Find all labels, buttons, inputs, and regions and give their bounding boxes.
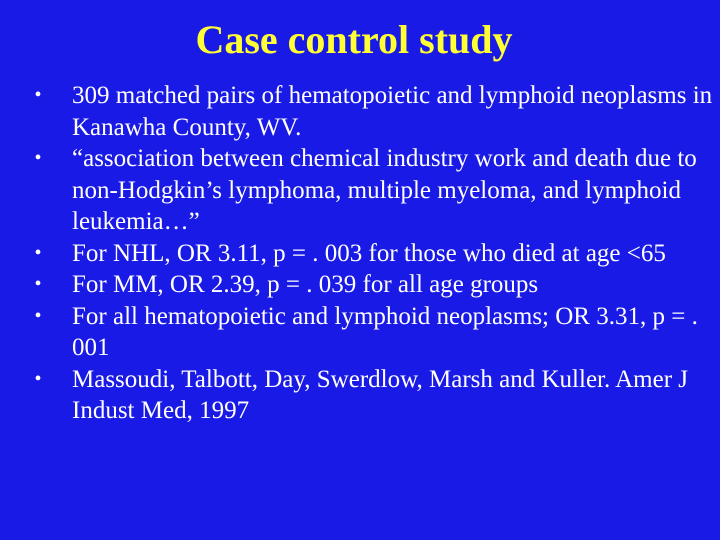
bullet-text: 309 matched pairs of hematopoietic and lymphoid neoplasms in Kanawha County, WV.: [72, 82, 713, 141]
bullet-icon: •: [34, 147, 42, 169]
bullet-item-mm: [24, 269, 714, 301]
bullet-text: “association between chemical industry work and death due to non-Hodgkin’s lymphoma, multiple myeloma, and lymphoid leukemia…”: [72, 145, 697, 235]
bullet-icon: •: [34, 273, 42, 295]
slide-title: Case control study: [195, 17, 513, 62]
bullet-icon: •: [34, 367, 42, 390]
bullet-text: For NHL, OR 3.11, p = . 003 for those who died at age <65: [72, 239, 666, 267]
bullet-text: For MM, OR 2.39, p = . 039 for all age groups: [72, 271, 539, 298]
bullet-item-association-quote: [24, 143, 714, 238]
bullet-icon: •: [34, 241, 42, 264]
bullet-item-all-neoplasms: [24, 301, 714, 364]
bullet-item-nhl: [24, 238, 714, 270]
bullet-icon: •: [34, 304, 42, 327]
bullet-text: For all hematopoietic and lymphoid neoplasms; OR 3.31, p = . 001: [72, 302, 698, 361]
bullet-list: [24, 80, 714, 427]
bullet-text: Massoudi, Talbott, Day, Swerdlow, Marsh and Kuller. Amer J Indust Med, 1997: [72, 365, 689, 424]
bullet-icon: •: [34, 84, 42, 106]
bullet-item-matched-pairs: [24, 80, 714, 143]
bullet-item-citation: [24, 364, 714, 427]
